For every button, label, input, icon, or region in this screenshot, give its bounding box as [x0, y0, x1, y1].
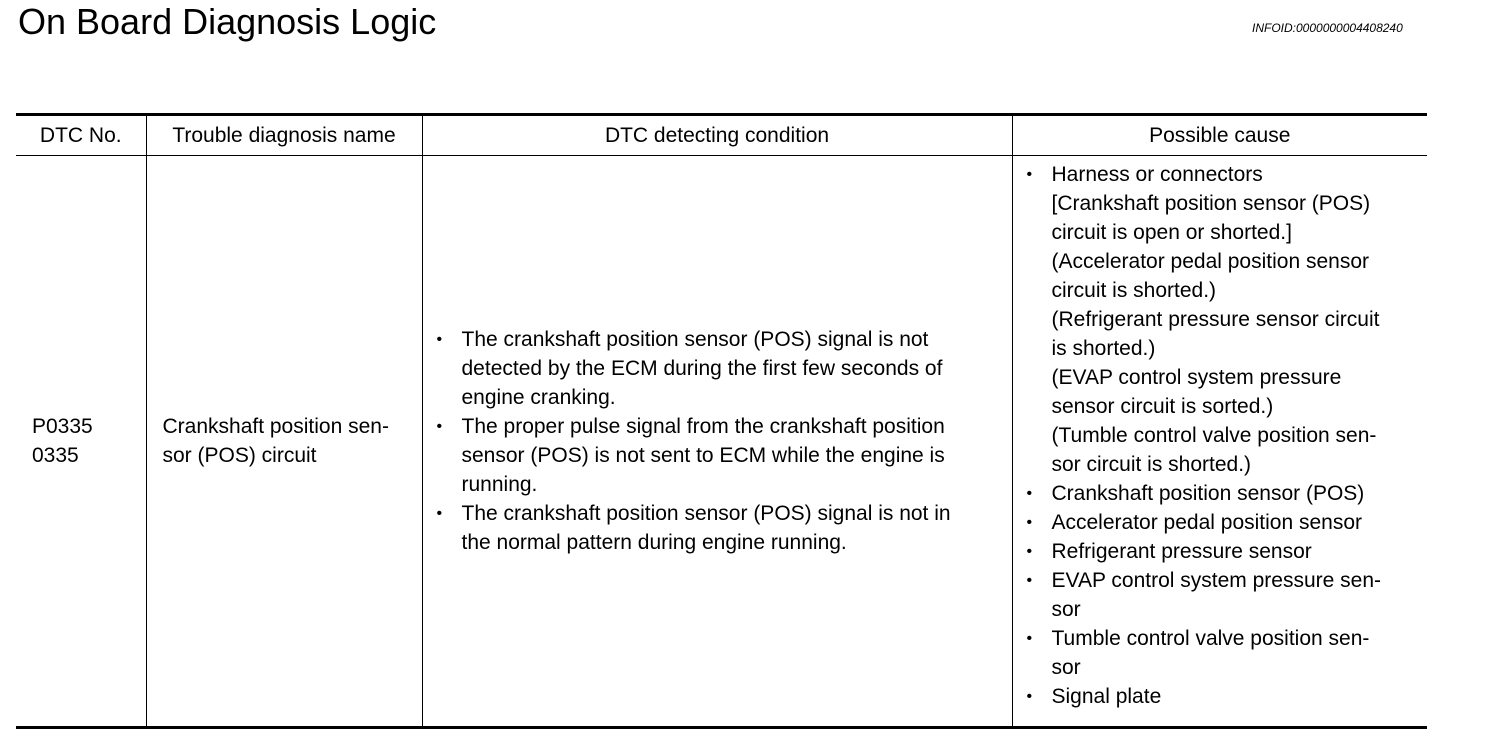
- table-row: [16, 156, 1427, 728]
- page-title: On Board Diagnosis Logic: [18, 1, 437, 42]
- list-item: [1027, 160, 1420, 479]
- condition-line: running.: [461, 473, 538, 496]
- bullet-icon: •: [436, 418, 443, 435]
- header-possible-cause: Possible cause: [1012, 115, 1427, 156]
- cause-detail-line: (EVAP control system pressure: [1051, 366, 1342, 389]
- list-item: [1027, 479, 1420, 508]
- bullet-icon: •: [436, 331, 443, 348]
- condition-list: [437, 325, 1002, 557]
- cause-detail-line: (Tumble control valve position sen-: [1051, 424, 1377, 447]
- dtc-code: 0335: [32, 444, 79, 467]
- cause-detail-line: is shorted.): [1051, 337, 1156, 360]
- header-dtc-no: DTC No.: [16, 115, 146, 156]
- cause-detail-line: circuit is shorted.): [1051, 279, 1217, 302]
- cause-detail-line: (Refrigerant pressure sensor circuit: [1051, 308, 1380, 331]
- cause-detail-line: circuit is open or shorted.]: [1051, 221, 1292, 244]
- info-id: INFOID:0000000004408240: [1252, 21, 1403, 35]
- dtc-number-cell: [16, 156, 146, 728]
- cause-list: [1027, 160, 1420, 711]
- cause-line: Refrigerant pressure sensor: [1051, 540, 1312, 563]
- cause-line: Signal plate: [1051, 685, 1162, 708]
- cause-line: Crankshaft position sensor (POS): [1051, 482, 1365, 505]
- bullet-icon: •: [1026, 166, 1033, 183]
- detecting-condition-cell: [422, 156, 1012, 728]
- list-item: [1027, 624, 1420, 682]
- list-item: [437, 412, 1002, 499]
- diagnosis-name-line: sor (POS) circuit: [162, 444, 317, 467]
- cause-detail-line: (Accelerator pedal position sensor: [1051, 250, 1370, 273]
- list-item: [1027, 566, 1420, 624]
- bullet-icon: •: [436, 505, 443, 522]
- list-item: [1027, 508, 1420, 537]
- condition-line: The crankshaft position sensor (POS) signal is not in: [461, 502, 951, 525]
- bullet-icon: •: [1026, 572, 1033, 589]
- diagnosis-name-cell: [146, 156, 422, 728]
- cause-line: Tumble control valve position sen-: [1051, 627, 1370, 650]
- diagnosis-name-line: Crankshaft position sen-: [162, 415, 389, 438]
- cause-line: sor: [1051, 598, 1081, 621]
- header-trouble-diagnosis-name: Trouble diagnosis name: [146, 115, 422, 156]
- cause-line: Harness or connectors: [1051, 163, 1263, 186]
- list-item: [1027, 537, 1420, 566]
- bullet-icon: •: [1026, 543, 1033, 560]
- dtc-table: [16, 113, 1427, 729]
- dtc-code: P0335: [32, 415, 93, 438]
- table-header-row: [16, 115, 1427, 156]
- cause-detail-line: sor circuit is shorted.): [1051, 453, 1252, 476]
- list-item: [437, 499, 1002, 557]
- cause-detail-line: [Crankshaft position sensor (POS): [1051, 192, 1371, 215]
- bullet-icon: •: [1026, 688, 1033, 705]
- list-item: [437, 325, 1002, 412]
- condition-line: The proper pulse signal from the crankshaft position: [461, 415, 945, 438]
- condition-line: The crankshaft position sensor (POS) signal is not: [461, 328, 929, 351]
- bullet-icon: •: [1026, 485, 1033, 502]
- condition-line: sensor (POS) is not sent to ECM while the engine is: [461, 444, 945, 467]
- cause-line: sor: [1051, 656, 1081, 679]
- bullet-icon: •: [1026, 514, 1033, 531]
- condition-line: detected by the ECM during the first few seconds of: [461, 357, 943, 380]
- header-dtc-detecting-condition: DTC detecting condition: [422, 115, 1012, 156]
- condition-line: the normal pattern during engine running.: [461, 531, 847, 554]
- list-item: [1027, 682, 1420, 711]
- possible-cause-cell: [1012, 156, 1427, 728]
- cause-detail-line: sensor circuit is sorted.): [1051, 395, 1274, 418]
- condition-line: engine cranking.: [461, 386, 616, 409]
- cause-line: Accelerator pedal position sensor: [1051, 511, 1363, 534]
- cause-line: EVAP control system pressure sen-: [1051, 569, 1382, 592]
- bullet-icon: •: [1026, 630, 1033, 647]
